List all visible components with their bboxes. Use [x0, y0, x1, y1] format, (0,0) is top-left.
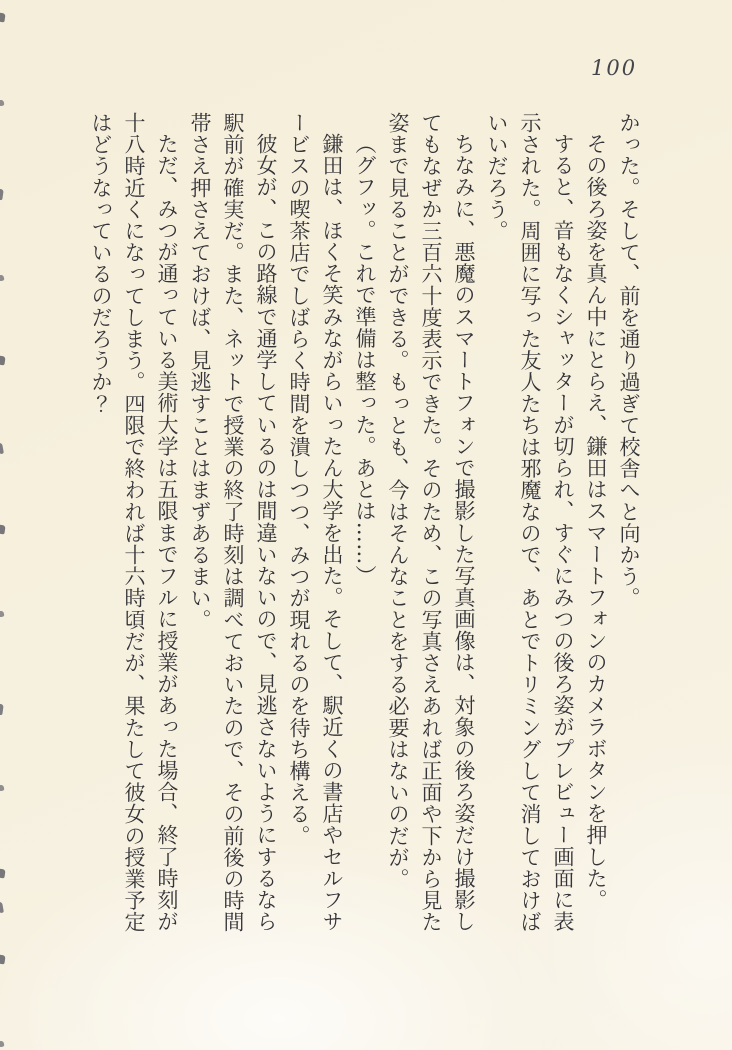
edge-speck	[0, 1041, 4, 1048]
paragraph: 鎌田は、ほくそ笑みながらいったん大学を出た。そして、駅近くの書店やセルフサービスの喫茶店でしばらく時間を潰しつつ、みつが現れるのを待ち構える。	[287, 112, 344, 933]
paragraph: 彼女が、この路線で通学しているのは間違いないので、見逃さないようにするなら駅前が確実だ。また、ネットで授業の終了時刻は調べておいたので、その前後の時間帯さえ押さえておけば、見逃すことはまずあるまい。	[188, 112, 278, 933]
paragraph: すると、音もなくシャッターが切られ、すぐにみつの後ろ姿がプレビュー画面に表示された。周囲に写った友人たちは邪魔なので、あとでトリミングして消しておけばいいだろう。	[485, 112, 575, 933]
edge-speck	[0, 100, 4, 107]
edge-speck	[0, 611, 4, 618]
edge-speck	[0, 525, 6, 535]
paragraph: ちなみに、悪魔のスマートフォンで撮影した写真画像は、対象の後ろ姿だけ撮影してもなぜか三百六十度表示できた。そのため、この写真さえあれば正面や下から見た姿まで見ることができる。もっとも、今はそんなことをする必要はないのだが。	[386, 112, 476, 933]
edge-speck	[0, 902, 4, 914]
edge-speck	[0, 356, 6, 366]
paragraph: かった。そして、前を通り過ぎて校舎へと向かう。	[617, 112, 641, 609]
paragraph: （グフッ。これで準備は整った。あとは……）	[353, 133, 377, 587]
body-text	[84, 112, 645, 940]
edge-speck	[0, 704, 4, 716]
page-edge-artifacts	[0, 0, 12, 1050]
paragraph: その後ろ姿を真ん中にとらえ、鎌田はスマートフォンのカメラボタンを押した。	[584, 133, 608, 911]
paragraph: ただ、みつが通っている美術大学は五限までフルに授業があった場合、終了時刻が十八時近くになってしまう。四限で終われば十六時頃だが、果たして彼女の授業予定はどうなっているのだろうか？	[89, 112, 179, 933]
edge-speck	[0, 189, 4, 201]
page-number: 100	[591, 56, 638, 80]
edge-speck	[0, 785, 4, 792]
edge-speck	[0, 13, 6, 23]
edge-speck	[0, 443, 4, 455]
edge-speck	[0, 955, 6, 965]
edge-speck	[0, 869, 6, 879]
edge-speck	[0, 275, 4, 282]
